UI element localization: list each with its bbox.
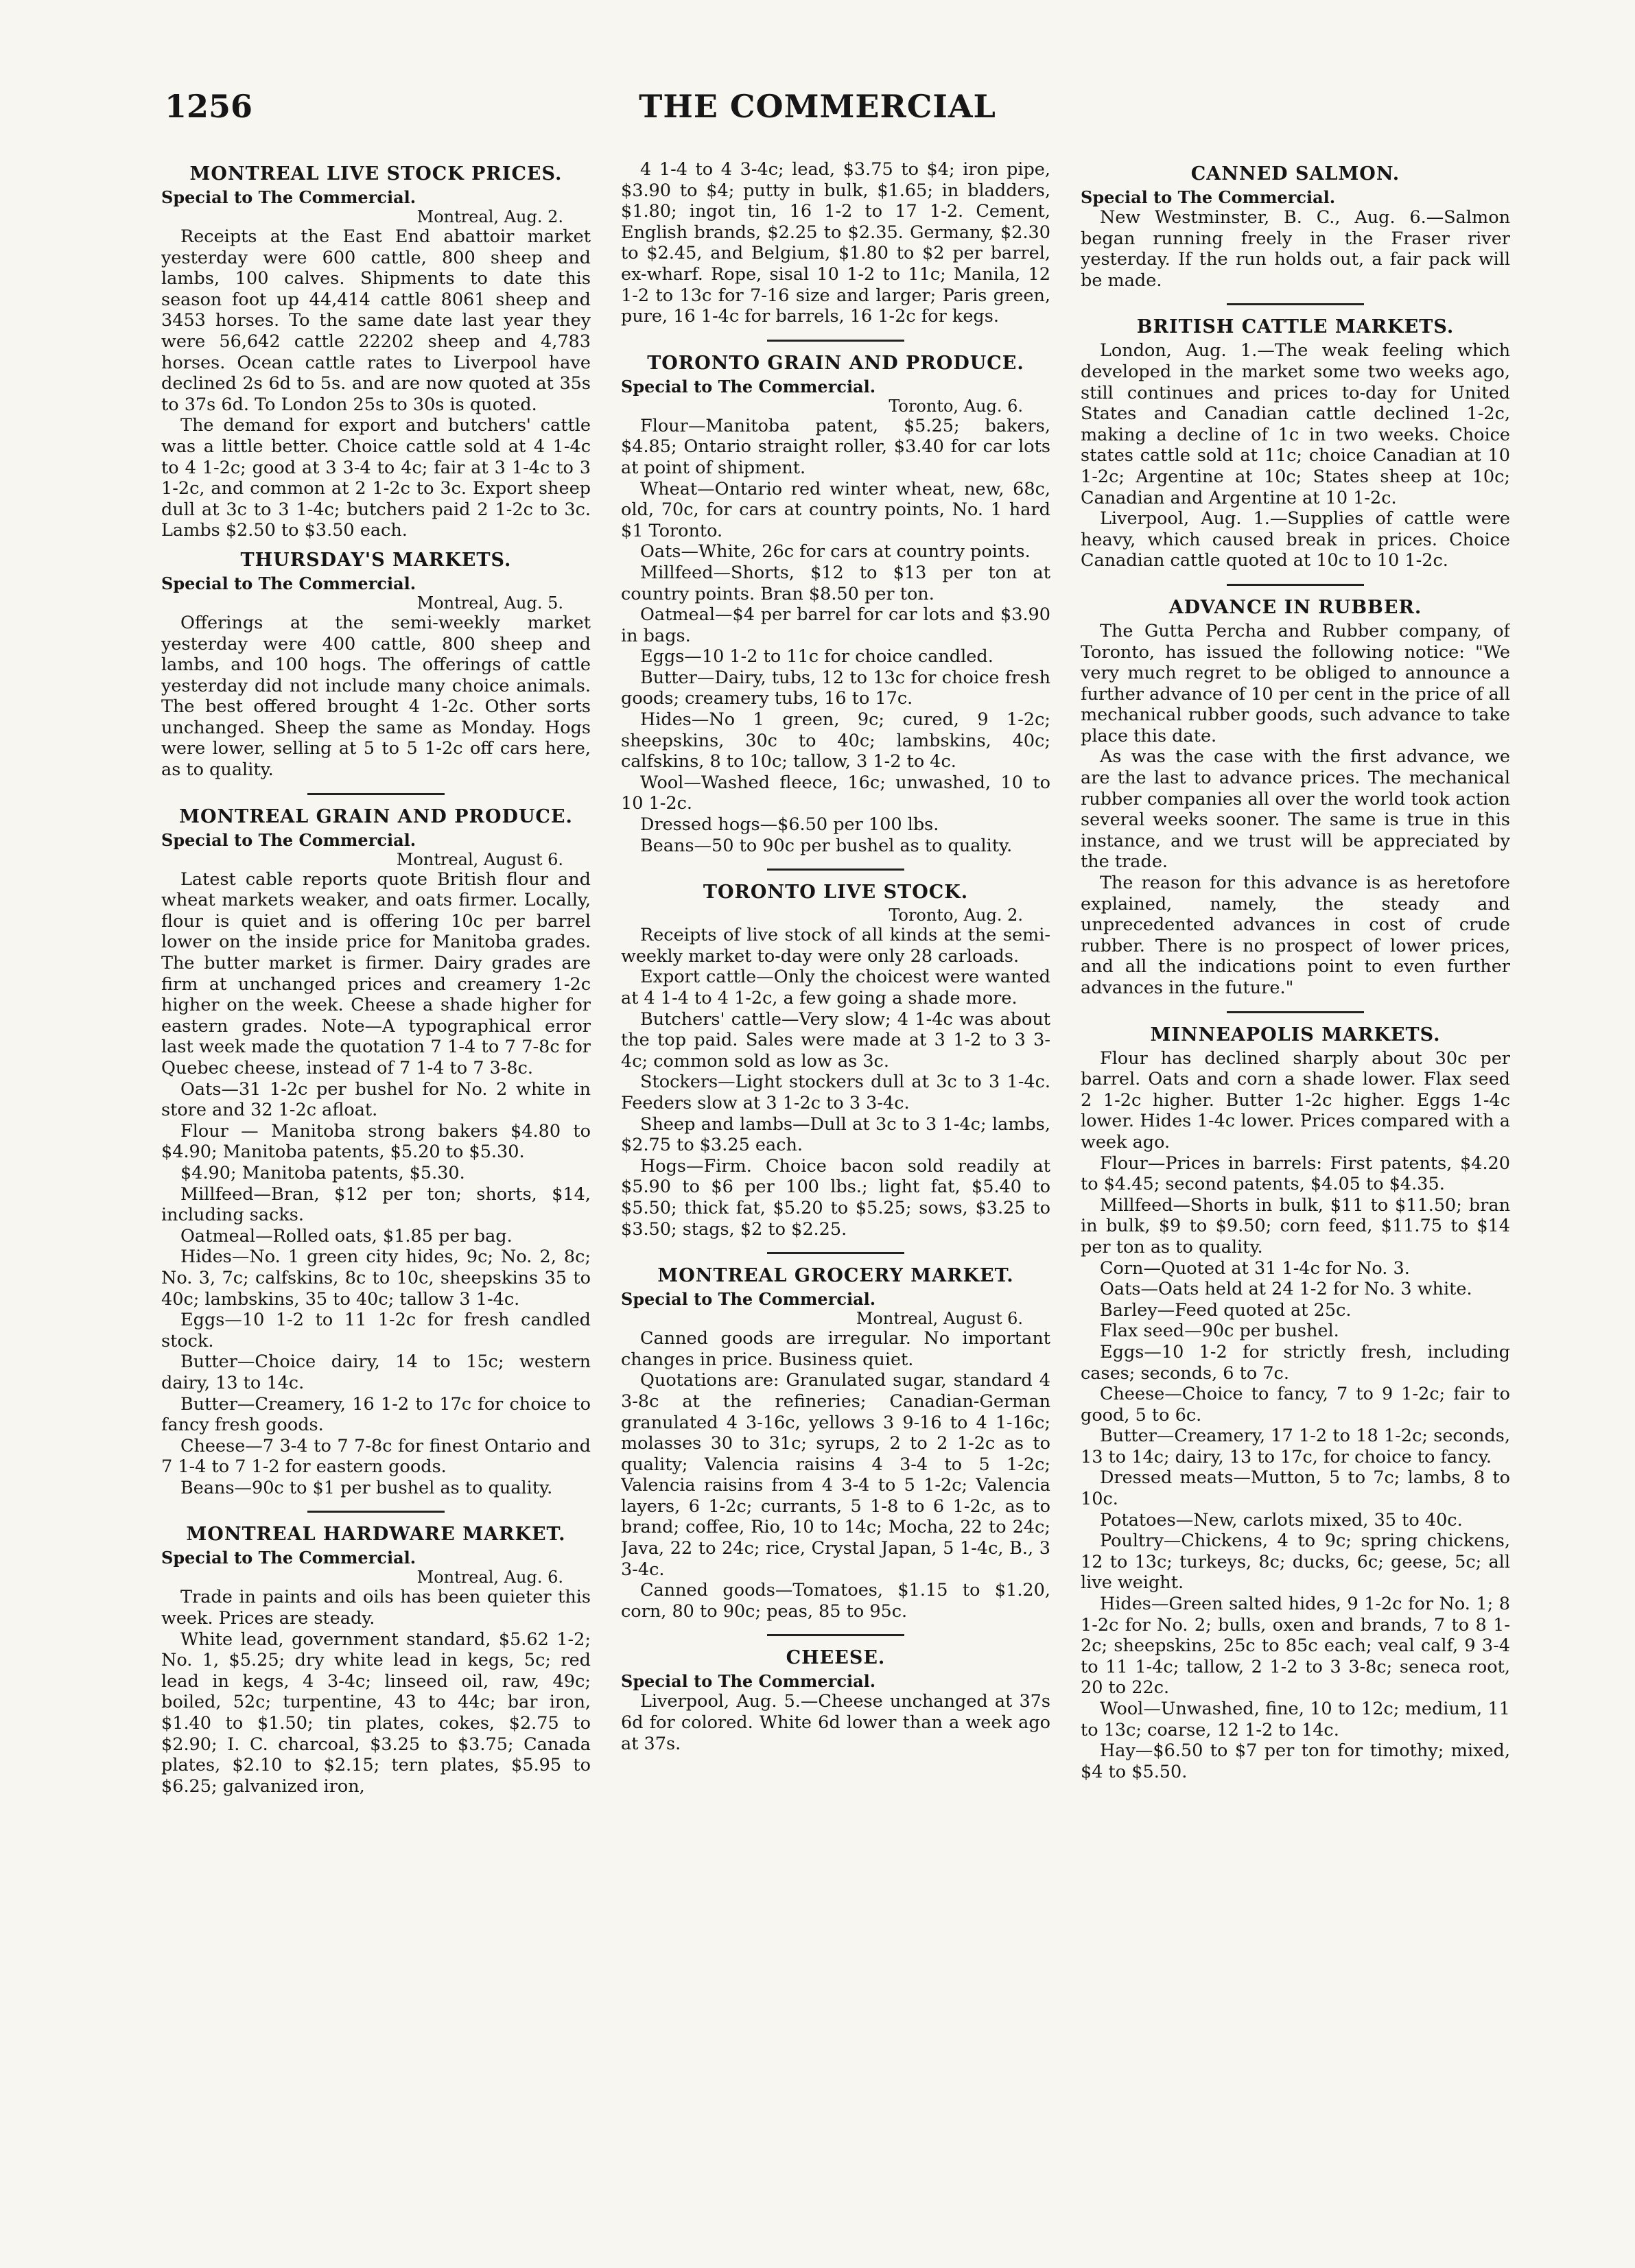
article-byline: Special to The Commercial. (621, 1289, 876, 1310)
article (161, 806, 591, 1499)
article-paragraph: Flour—Prices in barrels: First patents, $4.20 to $4.45; second patents, $4.05 to $4.35. (1081, 1153, 1510, 1195)
article-paragraph: The demand for export and butchers' cattle was a little better. Choice cattle sold at 4 1-4c to 4 1-2c; good at 3 3-4 to 4c; fair at 3 1-4c to 3 1-2c, and common at 2 1-2c to 3c. Export sheep dull at 3c to 3 1-4c; butchers paid 2 1-2c to 3c. Lambs $2.50 to $3.50 each. (161, 415, 591, 541)
article-headline: MONTREAL GROCERY MARKET. (657, 1265, 1014, 1287)
section-divider (1227, 1011, 1364, 1013)
article-paragraph: Cheese—Choice to fancy, 7 to 9 1-2c; fair to good, 5 to 6c. (1081, 1384, 1510, 1426)
article-paragraph: Oatmeal—Rolled oats, $1.85 per bag. (180, 1225, 513, 1247)
page-header (0, 88, 1635, 136)
article-paragraph: Canned goods are irregular. No important changes in price. Business quiet. (621, 1328, 1050, 1370)
article-paragraph: Beans—50 to 90c per bushel as to quality. (640, 835, 1013, 856)
article-headline: TORONTO GRAIN AND PRODUCE. (647, 352, 1024, 374)
article-paragraph: Oatmeal—$4 per barrel for car lots and $3.90 in bags. (621, 604, 1050, 646)
article-paragraph: Butter—Dairy, tubs, 12 to 13c for choice fresh goods; creamery tubs, 16 to 17c. (621, 667, 1050, 709)
article-paragraph: Oats—Oats held at 24 1-2 for No. 3 white. (1100, 1279, 1472, 1300)
article-paragraph: Eggs—10 1-2 to 11c for choice candled. (640, 646, 993, 668)
article-headline: MONTREAL HARDWARE MARKET. (186, 1524, 566, 1546)
article-paragraph: Millfeed—Shorts in bulk, $11 to $11.50; bran in bulk, $9 to $9.50; corn feed, $11.75 to $14 per ton as to quality. (1081, 1194, 1510, 1257)
article-paragraph: Dressed hogs—$6.50 per 100 lbs. (640, 814, 939, 836)
article-dateline: Montreal, Aug. 5. (416, 593, 563, 613)
article-paragraph: Offerings at the semi-weekly market yesterday were 400 cattle, 800 sheep and lambs, and 100 hogs. The offerings of cattle yesterday did not include many choice animals. The best offered brought 4 1-2c. Other sorts unchanged. Sheep the same as Monday. Hogs were lower, selling at 5 to 5 1-2c off cars here, as to quality. (161, 612, 591, 781)
article-paragraph: Hogs—Firm. Choice bacon sold readily at $5.90 to $6 per 100 lbs.; light fat, $5.40 to $5.50; thick fat, $5.20 to $5.25; sows, $3.25 to $3.50; stags, $2 to $2.25. (621, 1155, 1050, 1240)
article-paragraph: Wool—Unwashed, fine, 10 to 12c; medium, 11 to 13c; coarse, 12 1-2 to 14c. (1081, 1699, 1510, 1740)
article-paragraph: White lead, government standard, $5.62 1-2; No. 1, $5.25; dry white lead in kegs, 5c; red lead in kegs, 4 3-4c; linseed oil, raw, 49c; boiled, 52c; turpentine, 43 to 44c; bar iron, $1.40 to $1.50; tin plates, cokes, $2.75 to $2.90; I. C. charcoal, $3.25 to $3.75; Canada plates, $2.10 to $2.15; tern plates, $5.95 to $6.25; galvanized iron, (161, 1629, 591, 1797)
article-dateline: Montreal, August 6. (396, 849, 563, 869)
article-paragraph: $4.90; Manitoba patents, $5.30. (180, 1162, 465, 1183)
article-paragraph: Quotations are: Granulated sugar, standard 4 3-8c at the refineries; Canadian-German granulated 4 3-16c, yellows 3 9-16 to 4 1-16c; molasses 30 to 31c; syrups, 2 to 2 1-2c as to quality; Valencia raisins 4 3-4 to 5 1-2c; Valencia raisins from 4 3-4 to 5 1-2c; Valencia layers, 6 1-2c; currants, 5 1-8 to 6 1-2c, as to brand; coffee, Rio, 10 to 14c; Mocha, 22 to 24c; Java, 22 to 24c; rice, Crystal Japan, 5 1-4c, B., 3 3-4c. (621, 1370, 1050, 1580)
section-divider (1227, 584, 1364, 586)
article-paragraph: Dressed meats—Mutton, 5 to 7c; lambs, 8 to 10c. (1081, 1467, 1510, 1510)
article-byline: Special to The Commercial. (621, 1671, 876, 1692)
article (161, 1524, 591, 1797)
article-headline: BRITISH CATTLE MARKETS. (1136, 316, 1455, 338)
article (1081, 1024, 1510, 1783)
paper-name: THE COMMERCIAL (639, 88, 996, 125)
article (621, 353, 1050, 856)
article-paragraph: Beans—90c to $1 per bushel as to quality. (180, 1477, 553, 1498)
section-divider (767, 869, 904, 871)
article-headline: TORONTO LIVE STOCK. (703, 882, 969, 903)
article-paragraph: Stockers—Light stockers dull at 3c to 3 1-4c. Feeders slow at 3 1-2c to 3 3-4c. (621, 1072, 1050, 1113)
section-divider (767, 340, 904, 342)
article-paragraph: Wool—Washed fleece, 16c; unwashed, 10 to 10 1-2c. (621, 772, 1050, 814)
article-paragraph: Latest cable reports quote British flour and wheat markets weaker, and oats firmer. Locally, flour is quiet and is offering 10c per barrel lower on the inside price for Manitoba grades. The butter market is firmer. Dairy grades are firm at unchanged prices and creamery 1-2c higher on the week. Cheese a shade higher for eastern grades. Note—A typographical error last week made the quotation 7 1-4 to 7 7-8c for Quebec cheese, instead of 7 1-4 to 7 3-8c. (161, 869, 591, 1078)
article-paragraph: 4 1-4 to 4 3-4c; lead, $3.75 to $4; iron pipe, $3.90 to $4; putty in bulk, $1.65; in bladders, $1.80; ingot tin, 16 1-2 to 17 1-2. Cement, English brands, $2.25 to $2.35. Germany, $2.30 to $2.45, and Belgium, $1.80 to $2 per barrel, ex-wharf. Rope, sisal 10 1-2 to 11c; Manila, 12 1-2 to 13c for 7-16 size and larger; Paris green, pure, 16 1-4c for barrels, 16 1-2c for kegs. (621, 159, 1050, 327)
article-paragraph: Trade in paints and oils has been quieter this week. Prices are steady. (161, 1587, 591, 1629)
article-headline: MINNEAPOLIS MARKETS. (1150, 1024, 1441, 1046)
article-paragraph: The reason for this advance is as heretofore explained, namely, the steady and unprecedented advances in cost of crude rubber. There is no prospect of lower prices, and all the indications point to even further advances in the future." (1081, 873, 1510, 998)
section-divider (767, 1252, 904, 1254)
article-paragraph: Liverpool, Aug. 1.—Supplies of cattle were heavy, which caused break in prices. Choice Canadian cattle quoted at 10c to 10 1-2c. (1081, 508, 1510, 571)
article-paragraph: Barley—Feed quoted at 25c. (1100, 1299, 1352, 1321)
section-divider (1227, 303, 1364, 305)
article-paragraph: The Gutta Percha and Rubber company, of Toronto, has issued the following notice: "We very much regret to be obliged to announce a further advance of 10 per cent in the price of all mechanical rubber goods, such advance to take place this date. (1081, 620, 1510, 746)
article-dateline: Toronto, Aug. 2. (889, 906, 1023, 925)
article-paragraph: Sheep and lambs—Dull at 3c to 3 1-4c; lambs, $2.75 to $3.25 each. (621, 1113, 1050, 1156)
article-byline: Special to The Commercial. (161, 829, 416, 850)
article-paragraph: Hay—$6.50 to $7 per ton for timothy; mixed, $4 to $5.50. (1081, 1740, 1510, 1782)
article-paragraph: Eggs—10 1-2 to 11 1-2c for fresh candled stock. (161, 1310, 591, 1351)
article-paragraph: Liverpool, Aug. 5.—Cheese unchanged at 37s 6d for colored. White 6d lower than a week ago at 37s. (621, 1691, 1050, 1754)
article-paragraph: Millfeed—Bran, $12 per ton; shorts, $14, including sacks. (161, 1183, 591, 1226)
article-paragraph: Potatoes—New, carlots mixed, 35 to 40c. (1100, 1509, 1463, 1531)
article-paragraph: Receipts at the East End abattoir market yesterday were 600 cattle, 800 sheep and lambs, 100 calves. Shipments to date this season foot up 44,414 cattle 8061 sheep and 3453 horses. To the same date last year they were 56,642 cattle 22202 sheep and 4,783 horses. Ocean cattle rates to Liverpool have declined 2s 6d to 5s. and are now quoted at 35s to 37s 6d. To London 25s to 30s is quoted. (161, 226, 591, 415)
article-paragraph: Export cattle—Only the choicest were wanted at 4 1-4 to 4 1-2c, a few going a shade more. (621, 967, 1050, 1008)
article (621, 159, 1050, 327)
article-headline: THURSDAY'S MARKETS. (240, 549, 512, 571)
article (161, 550, 591, 781)
article-paragraph: Flour—Manitoba patent, $5.25; bakers, $4.85; Ontario straight roller, $3.40 for car lots at point of shipment. (621, 415, 1050, 478)
page-number: 1256 (165, 88, 253, 125)
article (621, 882, 1050, 1240)
article (161, 163, 591, 541)
article-paragraph: Hides—No. 1 green city hides, 9c; No. 2, 8c; No. 3, 7c; calfskins, 8c to 10c, sheepskins 35 to 40c; lambskins, 35 to 40c; tallow 3 1-4c. (161, 1247, 591, 1310)
article-paragraph: London, Aug. 1.—The weak feeling which developed in the market some two weeks ago, still continues and prices to-day for United States and Canadian cattle declined 1-2c, making a decline of 1c in two weeks. Choice states cattle sold at 11c; choice Canadian at 10 1-2c; Argentine at 10c; States sheep at 10c; Canadian and Argentine at 10 1-2c. (1081, 340, 1510, 508)
article-headline: CHEESE. (786, 1647, 886, 1669)
article-paragraph: New Westminster, B. C., Aug. 6.—Salmon began running freely in the Fraser river yesterday. If the run holds out, a fair pack will be made. (1081, 207, 1510, 291)
section-divider (307, 793, 445, 795)
article-paragraph: Flax seed—90c per bushel. (1100, 1321, 1339, 1342)
article-byline: Special to The Commercial. (161, 573, 416, 593)
article-headline: ADVANCE IN RUBBER. (1168, 596, 1422, 618)
article (1081, 163, 1510, 291)
article-byline: Special to The Commercial. (161, 1548, 416, 1568)
article-paragraph: Poultry—Chickens, 4 to 9c; spring chickens, 12 to 13c; turkeys, 8c; ducks, 6c; geese, 5c; all live weight. (1081, 1531, 1510, 1594)
article-paragraph: Receipts of live stock of all kinds at the semi-weekly market to-day were only 28 carloads. (621, 925, 1050, 967)
article-paragraph: As was the case with the first advance, we are the last to advance prices. The mechanical rubber companies all over the world took action several weeks sooner. The same is true in this instance, and we trust will be appreciated by the trade. (1081, 746, 1510, 873)
column-3 (1081, 159, 1510, 2231)
article-paragraph: Hides—No 1 green, 9c; cured, 9 1-2c; sheepskins, 30c to 40c; lambskins, 40c; calfskins, 8 to 10c; tallow, 3 1-2 to 4c. (621, 709, 1050, 772)
article-byline: Special to The Commercial. (1081, 187, 1336, 207)
article-paragraph: Butchers' cattle—Very slow; 4 1-4c was about the top paid. Sales were made at 3 1-2 to 3 3-4c; common sold as low as 3c. (621, 1008, 1050, 1072)
article-byline: Special to The Commercial. (161, 187, 416, 207)
article-paragraph: Flour — Manitoba strong bakers $4.80 to $4.90; Manitoba patents, $5.20 to $5.30. (161, 1120, 591, 1163)
article-dateline: Montreal, August 6. (856, 1309, 1023, 1329)
article-byline: Special to The Commercial. (621, 376, 876, 397)
section-divider (767, 1634, 904, 1636)
section-divider (307, 1511, 445, 1513)
article (1081, 316, 1510, 571)
article-paragraph: Oats—White, 26c for cars at country points. (640, 541, 1031, 563)
article-headline: MONTREAL LIVE STOCK PRICES. (189, 163, 563, 185)
article (621, 1265, 1050, 1622)
article-paragraph: Wheat—Ontario red winter wheat, new, 68c, old, 70c, for cars at country points, No. 1 hard $1 Toronto. (621, 478, 1050, 541)
article-paragraph: Millfeed—Shorts, $12 to $13 per ton at country points. Bran $8.50 per ton. (621, 562, 1050, 604)
article-headline: CANNED SALMON. (1190, 163, 1400, 185)
article-paragraph: Corn—Quoted at 31 1-4c for No. 3. (1100, 1257, 1410, 1279)
article (621, 1647, 1050, 1754)
column-2 (621, 159, 1050, 2231)
article-paragraph: Eggs—10 1-2 for strictly fresh, including cases; seconds, 6 to 7c. (1081, 1341, 1510, 1384)
article-dateline: Toronto, Aug. 6. (889, 396, 1023, 416)
column-1 (161, 159, 591, 2231)
article-paragraph: Oats—31 1-2c per bushel for No. 2 white in store and 32 1-2c afloat. (161, 1078, 591, 1121)
article-paragraph: Flour has declined sharply about 30c per barrel. Oats and corn a shade lower. Flax seed 2 1-2c higher. Butter 1-2c higher. Eggs 1-4c lower. Hides 1-4c lower. Prices compared with a week ago. (1081, 1048, 1510, 1153)
article-paragraph: Butter—Choice dairy, 14 to 15c; western dairy, 13 to 14c. (161, 1351, 591, 1393)
article-dateline: Montreal, Aug. 2. (416, 207, 563, 226)
article-dateline: Montreal, Aug. 6. (416, 1568, 563, 1587)
article-paragraph: Butter—Creamery, 16 1-2 to 17c for choice to fancy fresh goods. (161, 1393, 591, 1436)
article (1081, 597, 1510, 999)
article-headline: MONTREAL GRAIN AND PRODUCE. (179, 805, 573, 827)
article-paragraph: Cheese—7 3-4 to 7 7-8c for finest Ontario and 7 1-4 to 7 1-2 for eastern goods. (161, 1435, 591, 1478)
article-paragraph: Butter—Creamery, 17 1-2 to 18 1-2c; seconds, 13 to 14c; dairy, 13 to 17c, for choice to fancy. (1081, 1426, 1510, 1467)
article-paragraph: Hides—Green salted hides, 9 1-2c for No. 1; 8 1-2c for No. 2; bulls, oxen and brands, 7 to 8 1-2c; sheepskins, 25c to 85c each; veal calf, 9 3-4 to 11 1-4c; tallow, 2 1-2 to 3 3-8c; seneca root, 20 to 22c. (1081, 1594, 1510, 1699)
article-paragraph: Canned goods—Tomatoes, $1.15 to $1.20, corn, 80 to 90c; peas, 85 to 95c. (621, 1580, 1050, 1622)
